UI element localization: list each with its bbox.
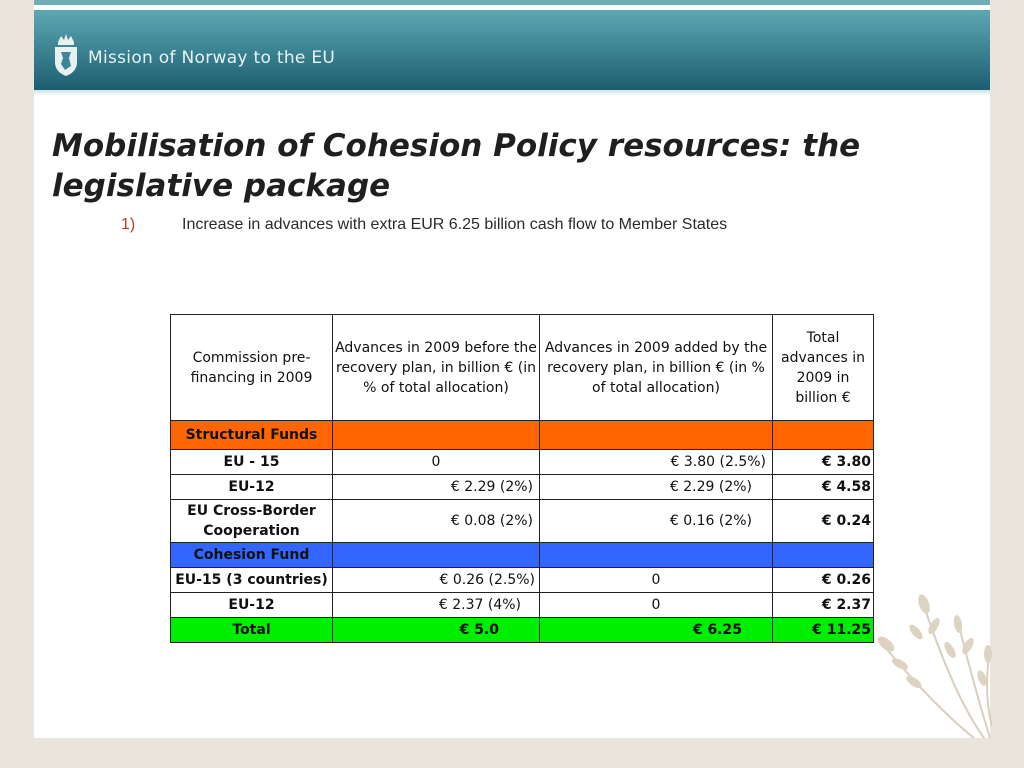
section-label-structural-funds: Structural Funds (171, 421, 333, 450)
wheat-decoration-icon (864, 586, 992, 738)
table-cell (773, 543, 874, 568)
table-row (171, 450, 874, 475)
cell-total: € 4.58 (773, 475, 874, 500)
section-row-cohesion-fund (171, 543, 874, 568)
slide-title: Mobilisation of Cohesion Policy resources: the legislative package (52, 128, 861, 204)
row-label: EU - 15 (171, 450, 333, 475)
cell-added: € 2.29 (2%) (540, 475, 773, 500)
table-row (171, 475, 874, 500)
cell-total: € 0.24 (773, 500, 874, 543)
section-row-structural-funds (171, 421, 874, 450)
cell-added: 0 (540, 593, 773, 618)
cell-added: € 0.16 (2%) (540, 500, 773, 543)
table-row (171, 500, 874, 543)
cell-before: 0 (333, 450, 540, 475)
total-row (171, 618, 874, 643)
cell-before: € 2.29 (2%) (333, 475, 540, 500)
row-label-total: Total (171, 618, 333, 643)
bullet-number: 1) (121, 216, 136, 233)
table-cell (333, 543, 540, 568)
cell-added: 0 (540, 568, 773, 593)
section-label-cohesion-fund: Cohesion Fund (171, 543, 333, 568)
prefinancing-table (170, 314, 874, 643)
table-cell (540, 421, 773, 450)
table-cell (540, 543, 773, 568)
cell-added: € 3.80 (2.5%) (540, 450, 773, 475)
cell-total: € 3.80 (773, 450, 874, 475)
cell-before: € 0.26 (2.5%) (333, 568, 540, 593)
banner-divider (34, 90, 990, 96)
table-cell (333, 421, 540, 450)
row-label: EU-15 (3 countries) (171, 568, 333, 593)
table-row (171, 568, 874, 593)
row-label: EU-12 (171, 593, 333, 618)
norway-coat-of-arms-icon (52, 32, 80, 78)
column-header-before: Advances in 2009 before the recovery plan, in billion € (in % of total allocation) (333, 315, 540, 421)
column-header-total: Total advances in 2009 in billion € (773, 315, 874, 421)
column-header-added: Advances in 2009 added by the recovery plan, in billion € (in % of total allocation) (540, 315, 773, 421)
table-header-row (171, 315, 874, 421)
cell-before: € 0.08 (2%) (333, 500, 540, 543)
bullet-text: Increase in advances with extra EUR 6.25 billion cash flow to Member States (182, 216, 728, 233)
table-row (171, 593, 874, 618)
cell-total: € 2.37 (773, 593, 874, 618)
table-cell (773, 421, 874, 450)
cell-before: € 2.37 (4%) (333, 593, 540, 618)
top-accent-strip (34, 0, 990, 5)
cell-added-total: € 6.25 (540, 618, 773, 643)
cell-total: € 0.26 (773, 568, 874, 593)
column-header-commission: Commission pre-financing in 2009 (171, 315, 333, 421)
row-label: EU Cross-Border Cooperation (171, 500, 333, 543)
row-label: EU-12 (171, 475, 333, 500)
cell-total-total: € 11.25 (773, 618, 874, 643)
org-name: Mission of Norway to the EU (88, 48, 336, 68)
cell-before-total: € 5.0 (333, 618, 540, 643)
